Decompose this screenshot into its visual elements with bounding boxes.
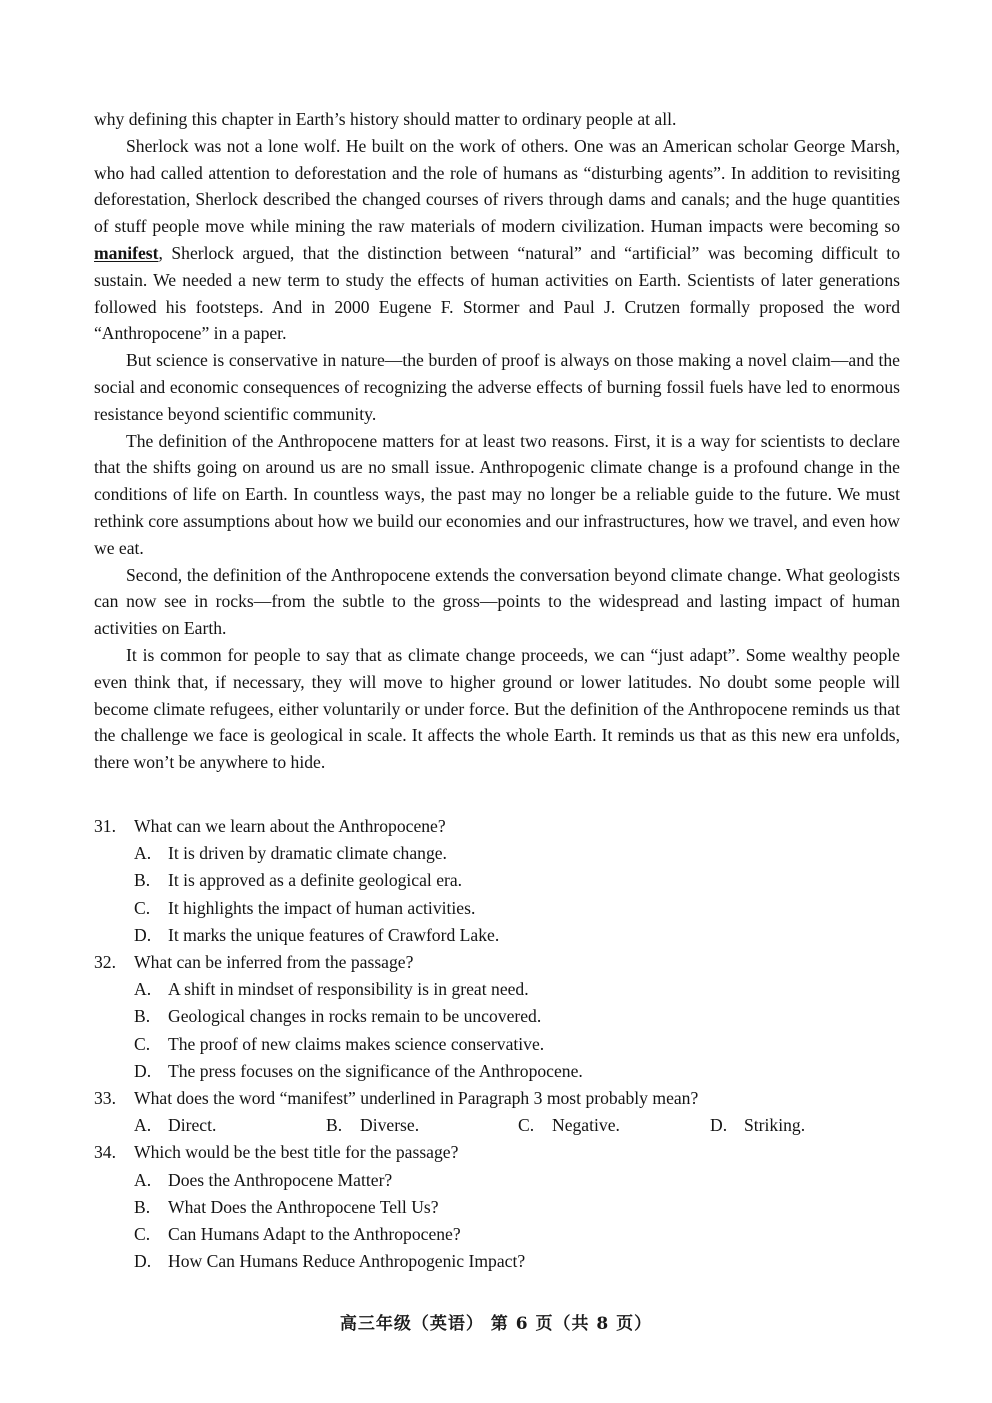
option-text: Negative. [552, 1115, 620, 1136]
option-letter: B. [134, 1006, 151, 1027]
question-text: What can we learn about the Anthropocene? [134, 816, 446, 836]
option-letter: C. [134, 1033, 151, 1054]
question-number: 31. [94, 816, 116, 836]
option-letter: C. [134, 1224, 151, 1245]
question-number: 33. [94, 1088, 116, 1109]
option-text: How Can Humans Reduce Anthropogenic Impact? [168, 1251, 526, 1272]
question-number: 32. [94, 952, 116, 973]
option-text: It is driven by dramatic climate change. [168, 843, 447, 864]
option-b[interactable] [94, 1194, 900, 1221]
option-b[interactable] [94, 867, 900, 894]
underlined-word-manifest: manifest [94, 242, 159, 263]
paragraph-1: why defining this chapter in Earth’s history should matter to ordinary people at all. [94, 109, 677, 129]
option-c[interactable] [518, 1112, 620, 1139]
option-text: The press focuses on the significance of the Anthropocene. [168, 1060, 583, 1081]
option-d[interactable] [710, 1112, 805, 1139]
option-row [94, 1112, 900, 1139]
option-text: Striking. [744, 1115, 806, 1136]
option-letter: D. [710, 1115, 728, 1136]
option-a[interactable] [134, 1112, 216, 1139]
question-32 [94, 949, 900, 1085]
question-stem [94, 1085, 900, 1112]
option-text: It highlights the impact of human activities. [168, 897, 476, 918]
option-c[interactable] [94, 895, 900, 922]
option-text: Diverse. [360, 1115, 420, 1136]
option-b[interactable] [94, 1003, 900, 1030]
option-letter: B. [134, 870, 151, 891]
option-text: Does the Anthropocene Matter? [168, 1169, 393, 1190]
option-text: The proof of new claims makes science conservative. [168, 1033, 545, 1054]
question-33 [94, 1085, 900, 1139]
option-letter: D. [134, 924, 152, 945]
option-text: Direct. [168, 1115, 217, 1136]
question-stem [94, 949, 900, 976]
question-text: What does the word “manifest” underlined in Paragraph 3 most probably mean? [134, 1088, 699, 1109]
option-d[interactable] [94, 1058, 900, 1085]
paragraph-2-part-2: , Sherlock argued, that the distinction between “natural” and “artificial” was becoming difficult to sustain. We needed a new term to study the effects of human activities on Earth. Scientists of later generations followed his footsteps. And in 2000 Eugene F. Stormer and Paul J. Crutzen formally proposed the word “Anthropocene” in a paper. [94, 242, 900, 344]
option-letter: B. [134, 1196, 151, 1217]
question-text: What can be inferred from the passage? [134, 952, 414, 973]
option-letter: D. [134, 1060, 152, 1081]
question-34 [94, 1139, 900, 1275]
option-text: Geological changes in rocks remain to be uncovered. [168, 1006, 542, 1027]
option-letter: C. [518, 1115, 535, 1136]
option-letter: C. [134, 897, 151, 918]
option-letter: B. [326, 1115, 343, 1136]
option-c[interactable] [94, 1221, 900, 1248]
question-text: Which would be the best title for the passage? [134, 1142, 459, 1163]
question-31 [94, 813, 900, 949]
option-letter: A. [134, 979, 152, 1000]
option-a[interactable] [94, 976, 900, 1003]
option-text: Can Humans Adapt to the Anthropocene? [168, 1224, 461, 1245]
option-text: A shift in mindset of responsibility is in great need. [168, 979, 529, 1000]
paragraph-4: The definition of the Anthropocene matters for at least two reasons. First, it is a way for scientists to declare that the shifts going on around us are no small issue. Anthropogenic climate change is a profound change in the conditions of life on Earth. In countless ways, the past may no longer be a reliable guide to the future. We must rethink core assumptions about how we build our economies and our infrastructures, how we travel, and even how we eat. [94, 430, 900, 558]
option-text: It marks the unique features of Crawford Lake. [168, 924, 500, 945]
option-letter: A. [134, 843, 152, 864]
page-footer: 高三年级（英语） 第 6 页（共 8 页） [339, 1314, 653, 1334]
paragraph-5: Second, the definition of the Anthropocene extends the conversation beyond climate change. What geologists can now see in rocks—from the subtle to the gross—points to the widespread and lasting impact of human activities on Earth. [94, 564, 900, 639]
option-a[interactable] [94, 1167, 900, 1194]
question-list [94, 813, 900, 1275]
question-stem [94, 1139, 900, 1166]
option-letter: A. [134, 1115, 152, 1136]
option-d[interactable] [94, 1248, 900, 1275]
option-b[interactable] [326, 1112, 419, 1139]
paragraph-3: But science is conservative in nature—the burden of proof is always on those making a novel claim—and the social and economic consequences of recognizing the adverse effects of burning fossil fuels have led to enormous resistance beyond scientific community. [94, 350, 900, 424]
paragraph-2-part-1: Sherlock was not a lone wolf. He built on the work of others. One was an American scholar George Marsh, who had called attention to deforestation and the role of humans as “disturbing agents”. In addition to revisiting deforestation, Sherlock described the changed courses of rivers through dams and canals; and the huge quantities of stuff people move while mining the raw materials of modern civilization. Human impacts were becoming so [94, 135, 900, 237]
paragraph-2 [94, 133, 900, 347]
question-number: 34. [94, 1142, 116, 1163]
option-d[interactable] [94, 922, 900, 949]
option-c[interactable] [94, 1031, 900, 1058]
reading-passage [94, 106, 900, 776]
paragraph-6: It is common for people to say that as climate change proceeds, we can “just adapt”. Some wealthy people even think that, if necessary, they will move to higher ground or lower latitudes. No doubt some people will become climate refugees, either voluntarily or under force. But the definition of the Anthropocene reminds us that the challenge we face is geological in scale. It affects the whole Earth. It reminds us that as this new era unfolds, there won’t be anywhere to hide. [94, 644, 900, 773]
option-text: It is approved as a definite geological era. [168, 870, 463, 891]
option-letter: D. [134, 1251, 152, 1272]
option-text: What Does the Anthropocene Tell Us? [168, 1196, 439, 1217]
option-a[interactable] [94, 840, 900, 867]
question-stem [94, 813, 900, 840]
option-letter: A. [134, 1169, 152, 1190]
